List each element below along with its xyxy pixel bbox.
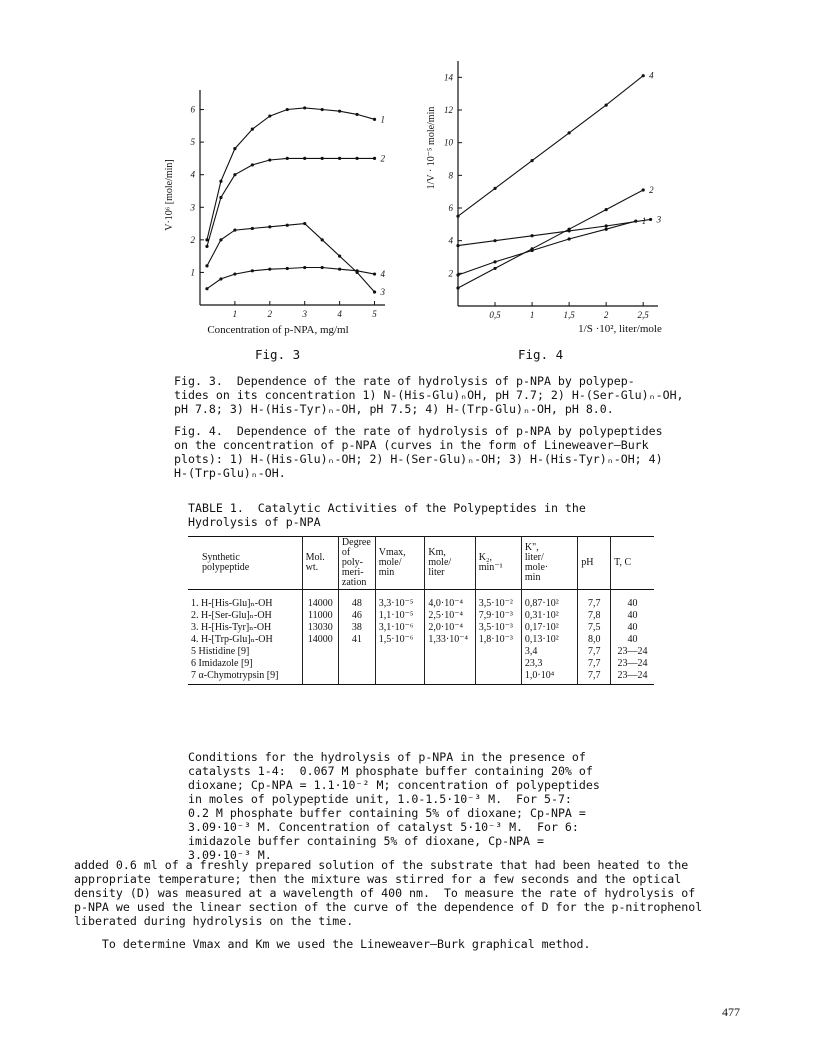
fig4-y-tick-label: 2 [448,268,453,279]
fig3-series-4-point [338,268,341,271]
fig4-axes [444,61,658,320]
fig3-series-2-point [205,245,208,248]
fig3-series-3-point [233,228,236,231]
table-cell: 0,31·10² [521,610,577,622]
table-cell: 6 Imidazole [9] [191,658,253,669]
table-header-cell: pH [578,537,611,590]
fig4-series-4-point [493,187,496,190]
table-cell: 3,5·10⁻² [475,590,521,611]
fig4-series-1-line [458,221,636,275]
fig4-caption: Fig. 4. Dependence of the rate of hydrolysis of p-NPA by polypeptides on the concentration of p-NPA (curves in the form of Lineweaver—Burk plots): 1) H-(His-Glu)ₙ-OH; 2) H-(Ser-Glu)ₙ-OH; 3) H-(His-Tyr)ₙ-OH; 4) H-(Trp-Glu)ₙ-OH. [174,424,663,480]
table-cell: 23,3 [521,658,577,670]
table-cell: 40 [611,634,654,646]
fig4-series-2-point [456,286,459,289]
table-row [188,610,654,622]
table-cell: 7 α-Chymotrypsin [9] [188,670,302,685]
fig3-series-3-point [268,225,271,228]
fig4-series-4-point [605,104,608,107]
fig3-curves [205,106,385,297]
fig3-series-1-point [286,108,289,111]
fig4-series-1-point [456,273,459,276]
fig4-series-2-point [642,188,645,191]
fig4-series-2-line [458,190,643,288]
table-cell: 23—24 [611,670,654,685]
table-cell: 38 [338,622,375,634]
fig3-series-2-label: 2 [380,153,386,164]
table-cell [338,670,375,685]
table-cell: 1. H-[His-Glu]ₙ-OH [191,598,273,609]
fig3-series-1-line [207,108,375,240]
fig3-series-2-point [286,157,289,160]
fig3-y-tick-label: 6 [190,104,195,115]
table-header-row [188,537,654,590]
table-header-cell: K", liter/ mole· min [521,537,577,590]
table-cell: 1,5·10⁻⁶ [375,634,425,646]
fig3-series-2-point [233,173,236,176]
fig3-label: Fig. 3 [255,347,301,362]
table-cell [475,658,521,670]
fig3-series-2-point [355,157,358,160]
table-cell: 0,13·10² [521,634,577,646]
fig3-series-3-point [303,222,306,225]
table-cell: 13030 [302,622,338,634]
table-row [188,658,654,670]
fig3-series-3-point [205,264,208,267]
table-row [188,634,654,646]
table-header-cell: Vmax, mole/ min [375,537,425,590]
fig3-series-3-line [207,224,375,292]
fig4-series-3-line [458,219,651,245]
fig4-y-tick-label: 12 [444,105,453,115]
fig4-x-tick-label: 1,5 [563,310,575,320]
table-cell [338,646,375,658]
fig4-series-4-point [456,215,459,218]
table-cell: 40 [611,590,654,611]
fig4-y-tick-label: 4 [448,235,453,246]
fig4-series-3-point [456,244,459,247]
table-cell [425,670,475,685]
table-footnote: Conditions for the hydrolysis of p-NPA in the presence of catalysts 1-4: 0.067 M phosphate buffer containing 20% of dioxane; Cp-NPA = 1.1·10⁻² M; concentration of polypeptides in moles of polypeptide unit, 1.0-1.5·10⁻³ M. For 5-7: 0.2 M phosphate buffer containing 5% of dioxane; Cp-NPA = 3.09·10⁻³ M. Concentration of catalyst 5·10⁻³ M. For 6: imidazole buffer containing 5% of dioxane, Cp-NPA = 3.09·10⁻³ M. [188,750,600,862]
fig3-y-tick-label: 5 [190,137,195,148]
table-header-cell: Synthetic polypeptide [202,552,250,573]
table-cell: 23—24 [611,658,654,670]
fig4-series-3-point [568,229,571,232]
fig4-x-tick-label: 2,5 [637,310,649,320]
fig3-series-4-point [268,268,271,271]
table-cell: 0,87·10² [521,590,577,611]
fig3-series-3-point [286,224,289,227]
table-cell: 3,4 [521,646,577,658]
fig4-x-tick-label: 2 [603,310,609,320]
table-cell: 4. H-[Trp-Glu]ₙ-OH [191,634,273,645]
fig3-series-1-point [355,113,358,116]
fig4-y-tick-label: 6 [448,203,453,213]
fig4-series-3-point [530,234,533,237]
fig3-series-4-point [321,266,324,269]
table-cell [375,658,425,670]
fig3-x-axis-label: Concentration of p-NPA, mg/ml [207,324,349,336]
fig4-series-1-point [605,228,608,231]
fig4-series-1-point [568,237,571,240]
table-cell [302,658,338,670]
table-cell: 11000 [302,610,338,622]
table-title: TABLE 1. Catalytic Activities of the Polypeptides in the Hydrolysis of p-NPA [188,501,586,529]
table-cell: 40 [611,622,654,634]
fig3-series-3-point [251,227,254,230]
table-cell: 7,7 [578,590,611,611]
fig3-y-tick-label: 4 [190,169,195,180]
fig3-series-4-point [205,287,208,290]
table-cell: 7,5 [578,622,611,634]
table-cell: 1,0·10⁴ [521,670,577,685]
fig3-series-1-point [251,127,254,130]
table-row [188,622,654,634]
table-cell [475,670,521,685]
table-cell: 23—24 [611,646,654,658]
table-row [188,646,654,658]
fig3-series-3-point [373,290,376,293]
fig3-series-1-point [219,180,222,183]
fig3-series-2-point [338,157,341,160]
fig4-chart [420,48,670,340]
fig3-series-4-point [373,272,376,275]
fig3-y-tick-label: 3 [190,202,195,213]
fig3-series-4-point [286,267,289,270]
fig3-series-4-point [355,269,358,272]
fig3-series-2-point [373,157,376,160]
fig4-series-3-point [605,224,608,227]
table-cell: 3,1·10⁻⁶ [375,622,425,634]
fig4-y-tick-label: 10 [444,137,453,148]
fig3-series-1-point [268,114,271,117]
table-cell: 7,7 [578,646,611,658]
table-cell: 7,7 [578,670,611,685]
table-cell [338,658,375,670]
table-header-cell: Degree of poly- meri- zation [338,537,375,590]
table-cell: 40 [611,610,654,622]
fig4-series-4-point [642,74,645,77]
fig4-y-axis-label: 1/V · 10⁻⁵ mole/min [426,106,437,190]
fig3-series-4-point [233,272,236,275]
table-row [188,590,654,611]
fig3-series-2-point [268,158,271,161]
fig3-series-4-line [207,268,375,289]
fig4-series-2-label: 2 [649,185,654,196]
fig3-y-axis-label: V·10⁶ [mole/min] [164,159,175,231]
table-cell: 46 [338,610,375,622]
table-header-cell: K₂, min⁻¹ [475,537,521,590]
fig4-series-3-label: 3 [656,214,662,225]
fig4-series-2-point [493,267,496,270]
body-paragraph-2: To determine Vmax and Km we used the Lineweaver—Burk graphical method. [74,937,591,951]
table-row [188,670,654,685]
fig3-y-tick-label: 2 [190,234,195,245]
fig3-series-1-point [303,106,306,109]
table-cell: 14000 [302,590,338,611]
table-cell: 14000 [302,634,338,646]
fig3-x-tick-label: 2 [267,309,273,319]
table-cell [425,646,475,658]
table-cell: 7,7 [578,658,611,670]
fig3-series-4-label: 4 [380,269,386,280]
table-cell: 1,1·10⁻⁵ [375,610,425,622]
table-cell [375,646,425,658]
table-cell: 41 [338,634,375,646]
fig4-series-1-label: 1 [641,216,647,227]
table-cell: 2,5·10⁻⁴ [425,610,475,622]
fig3-y-tick-label: 1 [190,267,195,278]
fig3-series-1-point [373,118,376,121]
fig3-series-1-point [321,108,324,111]
table-cell: 7,8 [578,610,611,622]
fig3-x-tick-label: 5 [372,309,377,319]
fig4-series-4-line [458,76,643,217]
fig4-series-2-point [605,208,608,211]
table-cell: 0,17·10² [521,622,577,634]
fig3-series-4-point [219,277,222,280]
fig3-series-3-point [338,255,341,258]
fig3-x-tick-label: 1 [232,309,238,319]
table-cell: 2,0·10⁻⁴ [425,622,475,634]
table-cell: 1,33·10⁻⁴ [425,634,475,646]
table-cell: 5 Histidine [9] [191,646,250,657]
table-cell: 4,0·10⁻⁴ [425,590,475,611]
table-cell: 3. H-[His-Tyr]ₙ-OH [191,622,272,633]
fig3-series-2-point [321,157,324,160]
body-paragraph-1: added 0.6 ml of a freshly prepared solution of the substrate that had been heated to the appropriate temperature; then the mixture was stirred for a few seconds and the optical density (D) was measured at a wavelength of 400 nm. To measure the rate of hydrolysis of p-NPA we used the linear section of the curve of the dependence of D for the p-nitrophenol liberated during hydrolysis on the time. [74,858,703,928]
table-cell: 3,3·10⁻⁵ [375,590,425,611]
table-cell [375,670,425,685]
fig4-x-tick-label: 1 [529,310,535,320]
fig3-chart [160,75,395,340]
table-cell [302,670,338,685]
fig3-series-2-point [251,163,254,166]
fig3-series-3-label: 3 [380,286,386,297]
fig4-label: Fig. 4 [518,347,564,362]
page-number: 477 [722,1005,740,1019]
fig3-series-1-point [233,147,236,150]
fig4-series-3-point [649,218,652,221]
table-cell [475,646,521,658]
table-header-cell: Km, mole/ liter [425,537,475,590]
table-cell [425,658,475,670]
fig3-series-3-point [219,238,222,241]
fig4-series-1-point [493,260,496,263]
fig4-series-2-point [530,247,533,250]
fig3-series-4-point [251,269,254,272]
table-cell: 7,9·10⁻³ [475,610,521,622]
fig4-series-4-point [530,159,533,162]
fig3-series-1-point [338,110,341,113]
table-cell [302,646,338,658]
fig4-series-4-label: 4 [649,70,654,81]
fig3-series-2-line [207,158,375,246]
fig3-series-3-point [321,238,324,241]
fig4-x-axis-label: 1/S ·10², liter/mole [578,323,662,335]
fig4-y-tick-label: 14 [444,72,453,83]
fig4-series-4-point [568,131,571,134]
fig3-series-2-point [303,157,306,160]
table-cell: 3,5·10⁻³ [475,622,521,634]
fig3-series-1-label: 1 [380,114,386,125]
table-1 [188,536,654,685]
table-cell: 8,0 [578,634,611,646]
fig3-caption: Fig. 3. Dependence of the rate of hydrolysis of p-NPA by polypep- tides on its concentration 1) N-(His-Glu)ₙOH, pH 7.7; 2) H-(Ser-Glu)ₙ-OH, pH 7.8; 3) H-(His-Tyr)ₙ-OH, pH 7.5; 4) H-(Trp-Glu)ₙ-OH, pH 8.0. [174,374,684,416]
fig3-series-2-point [219,196,222,199]
table-cell: 2. H-[Ser-Glu]ₙ-OH [191,610,272,621]
fig4-curves [456,71,661,290]
table-header-cell: Mol. wt. [302,537,338,590]
table-header-cell: T, C [611,537,654,590]
fig4-series-3-point [493,239,496,242]
table-cell: 1,8·10⁻³ [475,634,521,646]
fig4-y-tick-label: 8 [448,170,453,181]
fig4-x-tick-label: 0,5 [489,310,501,320]
fig3-series-4-point [303,266,306,269]
fig3-x-tick-label: 4 [337,309,342,319]
fig3-x-tick-label: 3 [302,309,307,319]
table-cell: 48 [338,590,375,611]
